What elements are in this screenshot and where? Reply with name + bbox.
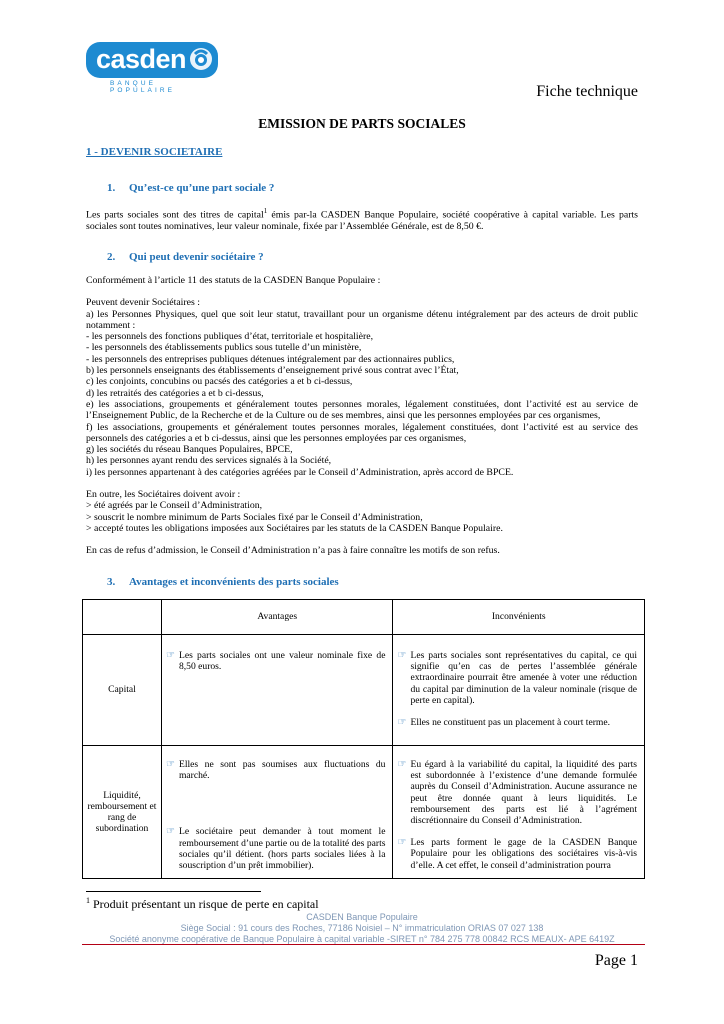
table-row	[83, 635, 645, 746]
footer-company: CASDEN Banque Populaire	[306, 912, 418, 922]
section-heading: 1 - DEVENIR SOCIETAIRE	[86, 146, 223, 158]
list-item	[162, 650, 393, 672]
pointing-hand-icon: ☞	[397, 650, 407, 661]
list-item	[162, 759, 393, 781]
list-line: c) les conjoints, concubins ou pacsés des catégories a et b ci-dessus,	[86, 376, 353, 388]
row-label: Liquidité, remboursement et rang de subordination	[83, 746, 162, 879]
question-number: 2.	[107, 251, 116, 263]
pointing-hand-icon: ☞	[165, 826, 175, 838]
footer-rule	[82, 944, 645, 945]
list-line: g) les sociétés du réseau Banques Populaires, BPCE,	[86, 444, 293, 456]
column-header-avantages: Avantages	[161, 600, 393, 635]
list-line: a) les Personnes Physiques, quel que soit leur statut, travaillant pour un organisme détenu intégralement par des acteurs de droit public notamment :	[86, 308, 638, 331]
pointing-hand-icon: ☞	[165, 759, 175, 770]
paragraph-text: émis par-la CASDEN Banque Populaire, société coopérative à capital variable. Les parts sociales sont toutes nominatives, leur valeur nominale, fixée par l’Assemblée Générale, est de 8,50 €.	[86, 209, 638, 232]
list-line: d) les retraités des catégories a et b ci-dessus,	[86, 387, 264, 399]
footnote-ref: 1	[263, 207, 268, 215]
document-type: Fiche technique	[536, 83, 638, 100]
footer-address: Siège Social : 91 cours des Roches, 77186 Noisiel – N° immatriculation ORIAS 07 027 138	[180, 923, 544, 933]
list-line: En outre, les Sociétaires doivent avoir :	[86, 489, 241, 501]
list-line: > souscrit le nombre minimum de Parts Sociales fixé par le Conseil d’Administration,	[86, 511, 423, 523]
paragraph-part-sociale	[86, 206, 638, 232]
table-corner-cell	[83, 600, 162, 635]
logo-mark-icon	[188, 46, 214, 72]
list-line: - les personnels des établissements publics sous tutelle d’un ministère,	[86, 342, 362, 354]
logo-tagline: BANQUE POPULAIRE	[110, 80, 176, 94]
page-title: EMISSION DE PARTS SOCIALES	[258, 116, 466, 131]
list-line: i) les personnes appartenant à des catégories agréées par le Conseil d’Administration, après accord de BPCE.	[86, 466, 514, 478]
list-item	[393, 650, 644, 706]
pointing-hand-icon: ☞	[397, 837, 407, 849]
list-line: b) les personnels enseignants des établissements d’enseignement privé sous contrat avec l’État,	[86, 365, 459, 377]
table-row	[83, 746, 645, 879]
table-cell	[393, 635, 645, 746]
list-line: h) les personnes ayant rendu des services signalés à la Société,	[86, 455, 332, 467]
table-cell	[161, 746, 393, 879]
list-line: e) les associations, groupements et généralement toutes personnes morales, légalement constituées, dont l’activité est au service de l’Enseignement Public, de la Recherche et de la Culture ou de ses membres, ainsi que les personnes employées par ces organismes,	[86, 398, 638, 422]
question-number: 3.	[107, 576, 116, 588]
table-cell	[393, 746, 645, 879]
list-item	[162, 826, 393, 871]
paragraph-intro: Conformément à l’article 11 des statuts de la CASDEN Banque Populaire :	[86, 275, 381, 286]
list-line: > accepté toutes les obligations imposées aux Sociétaires par les statuts de la CASDEN Banque Populaire.	[86, 522, 503, 534]
column-header-inconvenients: Inconvénients	[393, 600, 645, 635]
item-text: Elles ne constituent pas un placement à court terme.	[410, 717, 611, 729]
footnote-text: Produit présentant un risque de perte en capital	[90, 897, 319, 911]
question-title: Avantages et inconvénients des parts sociales	[129, 576, 339, 588]
list-line: f) les associations, groupements et généralement toutes personnes morales, légalement constituées, dont l’activité est au service des personnels des catégories a et b ci-dessus, ainsi que les personnes employées par ces organismes,	[86, 421, 638, 444]
item-text: Les parts forment le gage de la CASDEN Banque Populaire pour les obligations des sociétaires vis-à-vis d’elle. A cet effet, le conseil d’administration pourra	[410, 837, 637, 871]
table-cell	[161, 635, 393, 746]
row-label: Capital	[83, 635, 162, 746]
paragraph-eligibility	[86, 275, 638, 557]
item-text: Eu égard à la variabilité du capital, la liquidité des parts est subordonnée à l’existence d’une demande formulée auprès du Conseil d’Administration. Aucune assurance ne peut être donnée quant à leurs liquidités. Le remboursement des parts est lié à l’agrément discrétionnaire du Conseil d’Administration.	[410, 759, 637, 827]
item-text: Le sociétaire peut demander à tout moment le remboursement d’une partie ou de la totalité des parts sociales qu’il détient. (hors parts sociales liées à la souscription d’un prêt immobilier).	[178, 826, 386, 872]
table-header-row	[83, 600, 645, 635]
item-text: Les parts sociales ont une valeur nominale fixe de 8,50 euros.	[178, 650, 386, 673]
pointing-hand-icon: ☞	[165, 650, 175, 661]
footer-legal: Société anonyme coopérative de Banque Populaire à capital variable -SIRET n° 784 275 778 00842 RCS MEAUX- APE 6419Z	[109, 934, 615, 944]
logo-brand: casden	[96, 44, 187, 74]
question-2-heading	[107, 251, 264, 263]
page-number: Page 1	[594, 952, 638, 969]
list-line: - les personnels des entreprises publiques détenues intégralement par des actionnaires publics,	[86, 353, 455, 365]
pointing-hand-icon: ☞	[397, 717, 407, 729]
item-text: Les parts sociales sont représentatives du capital, ce qui signifie qu’en cas de pertes l’assemblée générale extraordinaire pourrait être amenée à voter une réduction du capital par diminution de la valeur nominale (risque de perte en capital).	[410, 650, 637, 706]
question-number: 1.	[107, 182, 116, 194]
list-item	[393, 759, 644, 826]
question-3-heading	[107, 576, 339, 588]
question-title: Qui peut devenir sociétaire ?	[129, 251, 264, 263]
list-line: > été agréés par le Conseil d’Administration,	[86, 500, 263, 512]
item-text: Elles ne sont pas soumises aux fluctuations du marché.	[178, 759, 386, 782]
footnote	[86, 896, 319, 912]
list-line: - les personnels des fonctions publiques d’état, territoriale et hospitalière,	[86, 331, 374, 343]
list-item	[393, 837, 644, 871]
question-1-heading	[107, 182, 274, 194]
advantages-table	[82, 599, 645, 879]
footnote-number: 1	[86, 896, 90, 905]
paragraph-refus: En cas de refus d’admission, le Conseil d’Administration n’a pas à faire connaître les motifs de son refus.	[86, 545, 500, 557]
question-title: Qu’est-ce qu’une part sociale ?	[129, 182, 275, 194]
pointing-hand-icon: ☞	[397, 759, 407, 770]
list-item	[393, 717, 644, 728]
casden-logo	[86, 42, 218, 94]
footnote-separator	[86, 891, 261, 892]
paragraph-text: Les parts sociales sont des titres de capital	[86, 209, 264, 221]
list-line: Peuvent devenir Sociétaires :	[86, 297, 200, 309]
